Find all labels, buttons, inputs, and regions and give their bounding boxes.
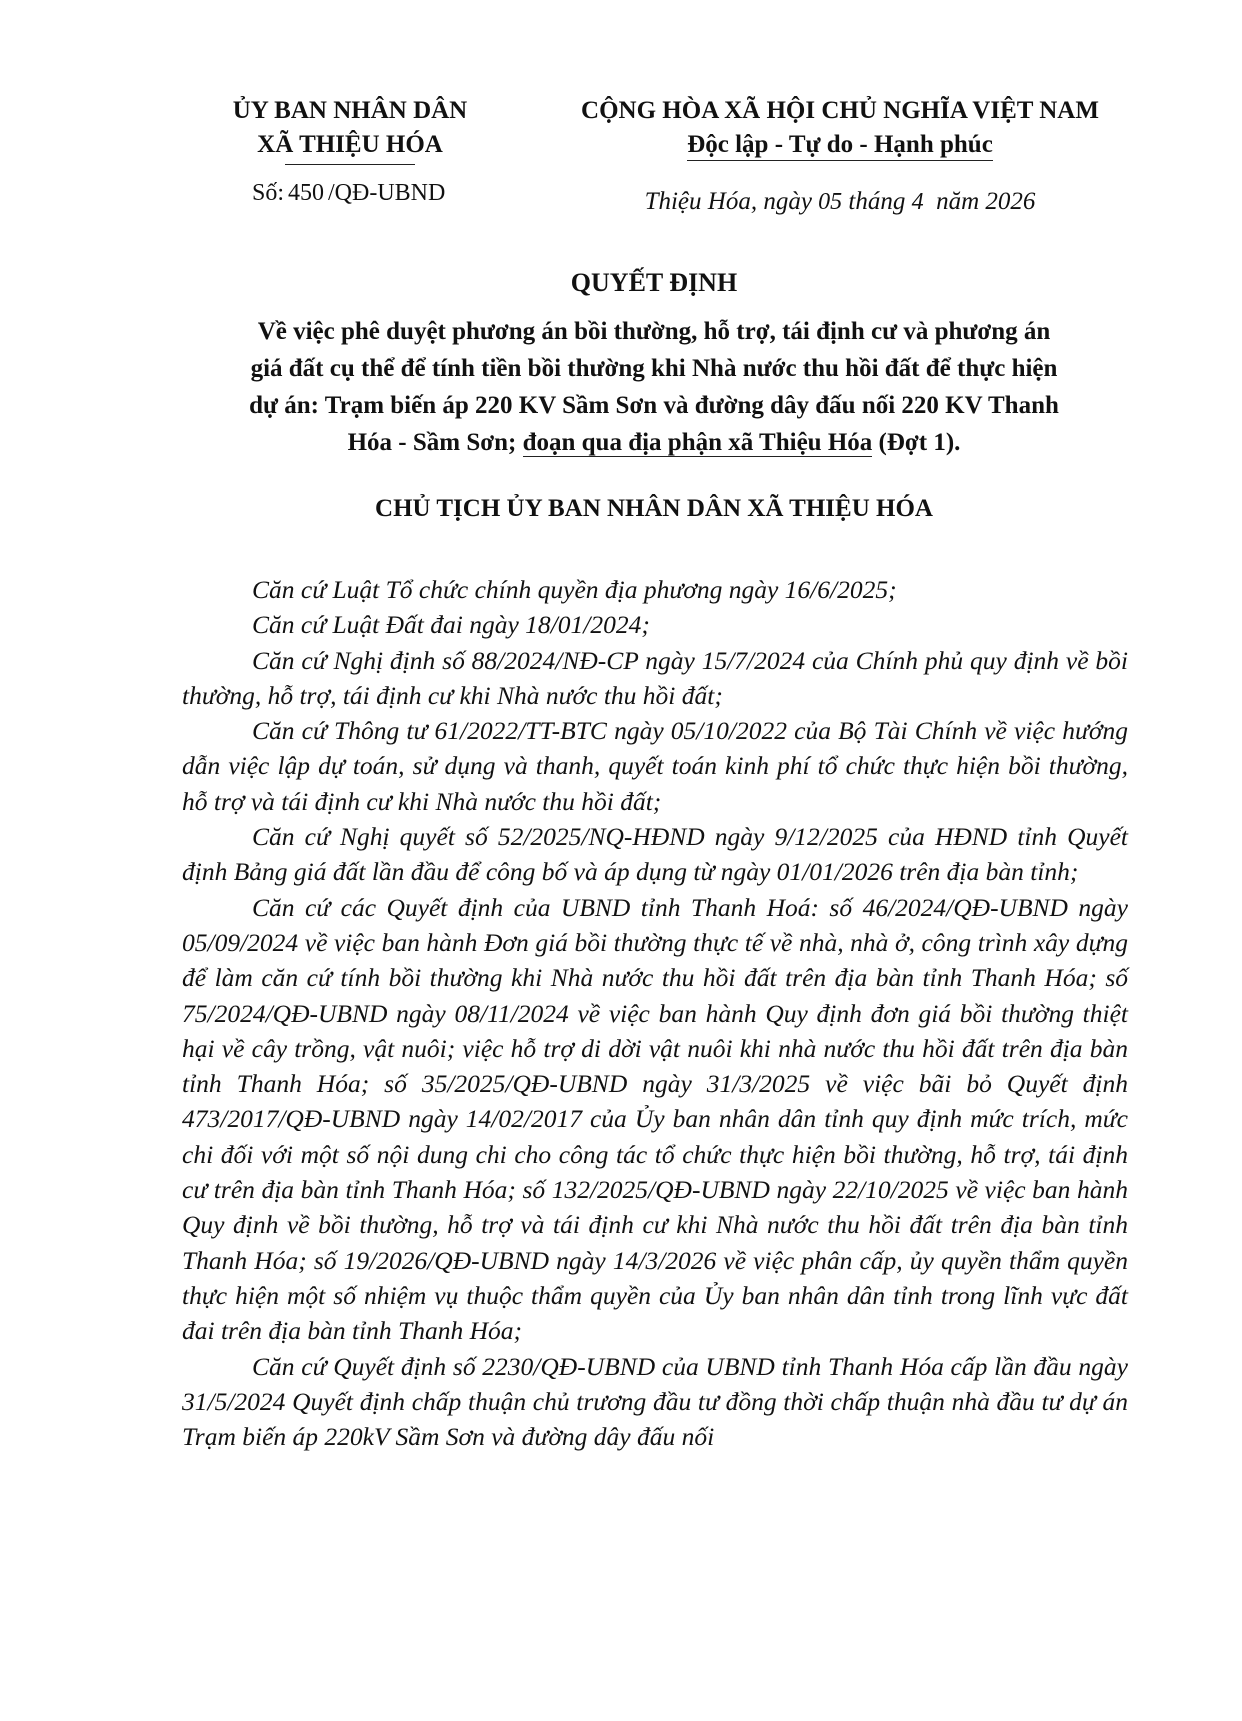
subject-line-4-underlined: đoạn qua địa phận xã Thiệu Hóa: [522, 429, 873, 456]
subject-line-4-part-3: (Đợt 1).: [872, 429, 961, 456]
date-prefix: Thiệu Hóa, ngày: [644, 188, 812, 215]
agency-line-1: ỦY BAN NHÂN DÂN: [232, 97, 468, 124]
signing-authority: CHỦ TỊCH ỦY BAN NHÂN DÂN XÃ THIỆU HÓA: [375, 495, 933, 522]
document-date: [540, 188, 1140, 216]
doc-number-suffix: /QĐ-UBND: [328, 180, 446, 206]
date-month: 4: [911, 189, 924, 215]
legal-basis-paragraph: Căn cứ Thông tư 61/2022/TT-BTC ngày 05/10/2022 của Bộ Tài Chính về việc hướng dẫn việc lập dự toán, sử dụng và thanh, quyết toán kinh phí tổ chức thực hiện bồi thường, hỗ trợ và tái định cư khi Nhà nước thu hồi đất;: [182, 716, 1128, 816]
issuing-agency: [200, 94, 500, 162]
legal-basis-paragraph: Căn cứ Quyết định số 2230/QĐ-UBND của UBND tỉnh Thanh Hóa cấp lần đầu ngày 31/5/2024 Quyết định chấp thuận chủ trương đầu tư đồng thời chấp thuận nhà đầu tư dự án Trạm biến áp 220kV Sầm Sơn và đường dây đấu nối: [182, 1351, 1128, 1452]
document-subject: [180, 313, 1128, 461]
nation-line-2: Độc lập - Tự do - Hạnh phúc: [687, 130, 993, 161]
legal-basis-paragraph: Căn cứ các Quyết định của UBND tỉnh Thanh Hoá: số 46/2024/QĐ-UBND ngày 05/09/2024 về việc ban hành Đơn giá bồi thường thực tế về nhà, nhà ở, công trình xây dựng để làm căn cứ tính bồi thường khi Nhà nước thu hồi đất trên địa bàn tỉnh Thanh Hóa; số 75/2024/QĐ-UBND ngày 08/11/2024 về việc ban hành Quy định đơn giá bồi thường thiệt hại về cây trồng, vật nuôi; việc hỗ trợ di dời vật nuôi khi nhà nước thu hồi đất trên địa bàn tỉnh Thanh Hóa; số 35/2025/QĐ-UBND ngày 31/3/2025 về việc bãi bỏ Quyết định 473/2017/QĐ-UBND ngày 14/02/2017 của Ủy ban nhân dân tỉnh quy định mức trích, mức chi đối với một số nội dung chi cho công tác tổ chức thực hiện bồi thường, hỗ trợ, tái định cư trên địa bàn tỉnh Thanh Hóa; số 132/2025/QĐ-UBND ngày 22/10/2025 về việc ban hành Quy định về bồi thường, hỗ trợ và tái định cư khi Nhà nước thu hồi đất trên địa bàn tỉnh Thanh Hóa; số 19/2026/QĐ-UBND ngày 14/3/2026 về việc phân cấp, ủy quyền thẩm quyền thực hiện một số nhiệm vụ thuộc thẩm quyền của Ủy ban nhân dân tỉnh trong lĩnh vực đất đai trên địa bàn tỉnh Thanh Hóa;: [182, 892, 1128, 1346]
legal-basis-body: [182, 572, 1128, 1454]
legal-basis-paragraph: Căn cứ Luật Tổ chức chính quyền địa phương ngày 16/6/2025;: [252, 575, 897, 604]
national-motto: [540, 94, 1140, 162]
nation-line-1: CỘNG HÒA XÃ HỘI CHỦ NGHĨA VIỆT NAM: [581, 97, 1099, 124]
document-number: [252, 180, 445, 207]
subject-line-4-part-1: Hóa - Sầm Sơn;: [347, 429, 523, 456]
doc-number-value: 450: [288, 180, 325, 206]
legal-basis-paragraph: Căn cứ Nghị định số 88/2024/NĐ-CP ngày 15/7/2024 của Chính phủ quy định về bồi thường, hỗ trợ, tái định cư khi Nhà nước thu hồi đất;: [182, 645, 1128, 710]
legal-basis-paragraph: Căn cứ Nghị quyết số 52/2025/NQ-HĐND ngày 9/12/2025 của HĐND tỉnh Quyết định Bảng giá đất lần đầu để công bố và áp dụng từ ngày 01/01/2026 trên địa bàn tỉnh;: [182, 822, 1128, 887]
date-year: năm 2026: [936, 188, 1036, 215]
document-title: QUYẾT ĐỊNH: [570, 268, 738, 297]
subject-line-2: giá đất cụ thể để tính tiền bồi thường khi Nhà nước thu hồi đất để thực hiện: [250, 355, 1058, 382]
agency-line-2: XÃ THIỆU HÓA: [257, 128, 443, 162]
subject-line-1: Về việc phê duyệt phương án bồi thường, hỗ trợ, tái định cư và phương án: [257, 318, 1051, 345]
subject-line-3: dự án: Trạm biến áp 220 KV Sầm Sơn và đường dây đấu nối 220 KV Thanh: [249, 392, 1059, 419]
date-day: 05: [818, 189, 843, 215]
subject-line-4: [180, 424, 1128, 461]
legal-basis-paragraph: Căn cứ Luật Đất đai ngày 18/01/2024;: [252, 610, 650, 640]
doc-number-prefix: Số:: [252, 180, 285, 206]
date-month-label: tháng: [848, 188, 906, 215]
